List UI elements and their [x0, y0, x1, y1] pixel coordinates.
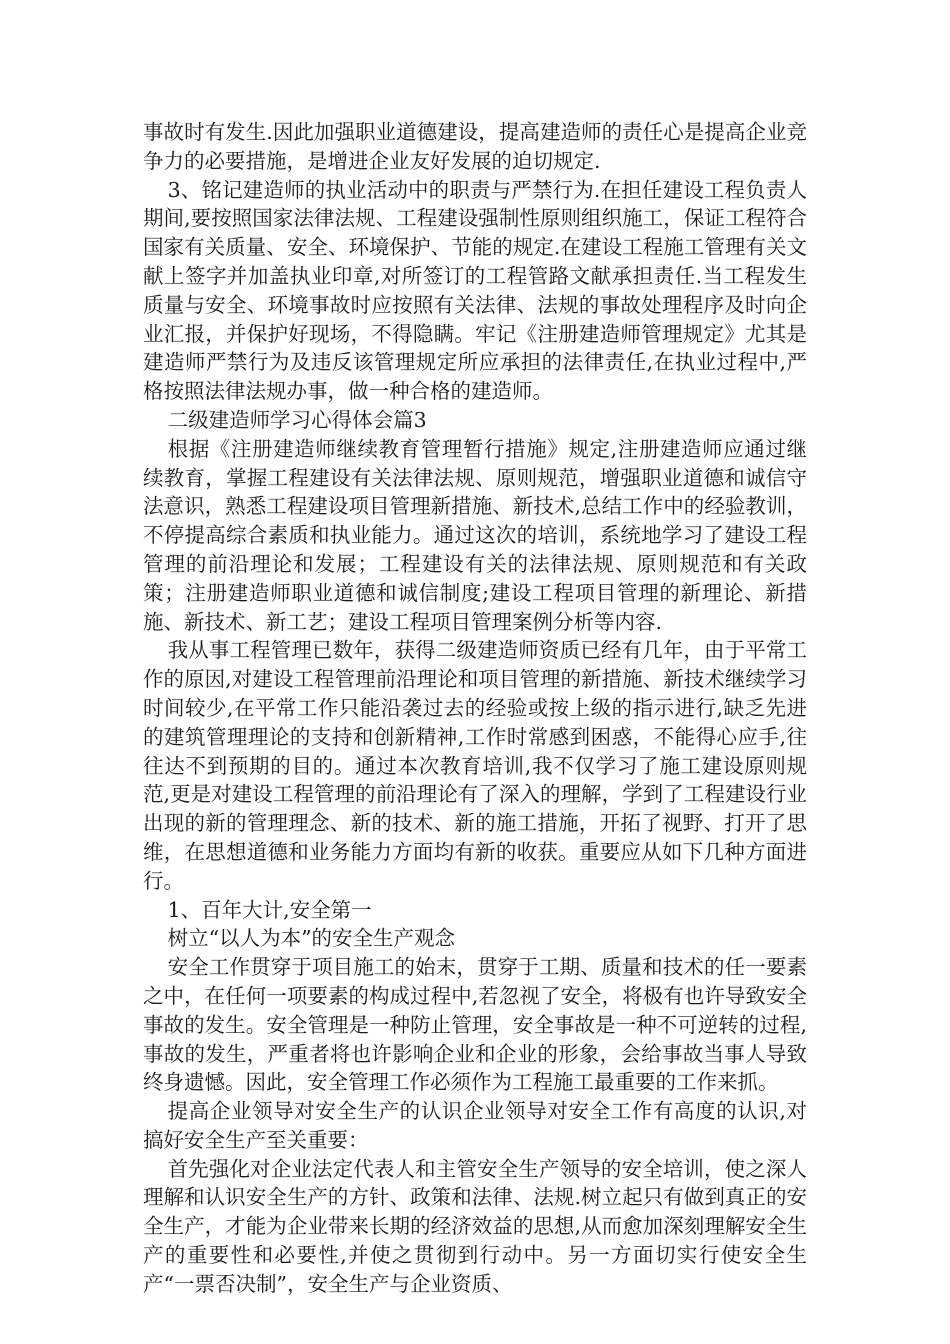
paragraph: 3、铭记建造师的执业活动中的职责与严禁行为.在担任建设工程负责人期间,要按照国家法律法规、工程建设强制性原则组织施工，保证工程符合国家有关质量、安全、环境保护、节能的规定.在建设工程施工管理有关文献上签字并加盖执业印章,对所签订的工程管路文献承担责任.当工程发生质量与安全、环境事故时应按照有关法律、法规的事故处理程序及时向企业汇报，并保护好现场，不得隐瞒。牢记《注册建造师管理规定》尤其是建造师严禁行为及违反该管理规定所应承担的法律责任,在执业过程中,严格按照法律法规办事，做一种合格的建造师。 [143, 177, 807, 404]
paragraph: 根据《注册建造师继续教育管理暂行措施》规定,注册建造师应通过继续教育，掌握工程建设有关法律法规、原则规范，增强职业道德和诚信守法意识，熟悉工程建设项目管理新措施、新技术,总结工作中的经验教训，不停提高综合素质和执业能力。通过这次的培训，系统地学习了建设工程管理的前沿理论和发展；工程建设有关的法律法规、原则规范和有关政策；注册建造师职业道德和诚信制度;建设工程项目管理的新理论、新措施、新技术、新工艺；建设工程项目管理案例分析等内容. [143, 436, 807, 634]
paragraph: 安全工作贯穿于项目施工的始末，贯穿于工期、质量和技术的任一要素之中，在任何一项要素的构成过程中,若忽视了安全，将极有也许导致安全事故的发生。安全管理是一种防止管理，安全事故是一种不可逆转的过程,事故的发生，严重者将也许影响企业和企业的形象，会给事故当事人导致终身遗憾。因此，安全管理工作必须作为工程施工最重要的工作来抓。 [143, 955, 807, 1095]
paragraph: 首先强化对企业法定代表人和主管安全生产领导的安全培训，使之深人理解和认识安全生产的方针、政策和法律、法规.树立起只有做到真正的安全生产，才能为企业带来长期的经济效益的思想,从而愈加深刻理解安全生产的重要性和必要性,并使之贯彻到行动中。另一方面切实行使安全生产“一票否决制”，安全生产与企业资质、 [143, 1156, 807, 1296]
subheading: 树立“以人为本”的安全生产观念 [167, 926, 456, 951]
paragraph: 提高企业领导对安全生产的认识企业领导对安全工作有高度的认识,对搞好安全生产至关重要： [143, 1099, 807, 1152]
document-body [143, 118, 807, 1299]
section-heading: 二级建造师学习心得体会篇3 [167, 407, 427, 432]
paragraph: 我从事工程管理已数年，获得二级建造师资质已经有几年，由于平常工作的原因,对建设工程管理前沿理论和项目管理的新措施、新技术继续学习时间较少,在平常工作只能沿袭过去的经验或按上级的指示进行,缺乏先进的建筑管理理论的支持和创新精神,工作时常感到困惑，不能得心应手,往往达不到预期的目的。通过本次教育培训,我不仅学习了施工建设原则规范,更是对建设工程管理的前沿理论有了深入的理解，学到了工程建设行业出现的新的管理理念、新的技术、新的施工措施，开拓了视野、打开了思维，在思想道德和业务能力方面均有新的收获。重要应从如下几种方面进行。 [143, 638, 807, 893]
paragraph: 事故时有发生.因此加强职业道德建设，提高建造师的责任心是提高企业竞争力的必要措施，是增进企业友好发展的迫切规定. [143, 120, 807, 173]
subheading: 1、百年大计,安全第一 [167, 897, 372, 922]
